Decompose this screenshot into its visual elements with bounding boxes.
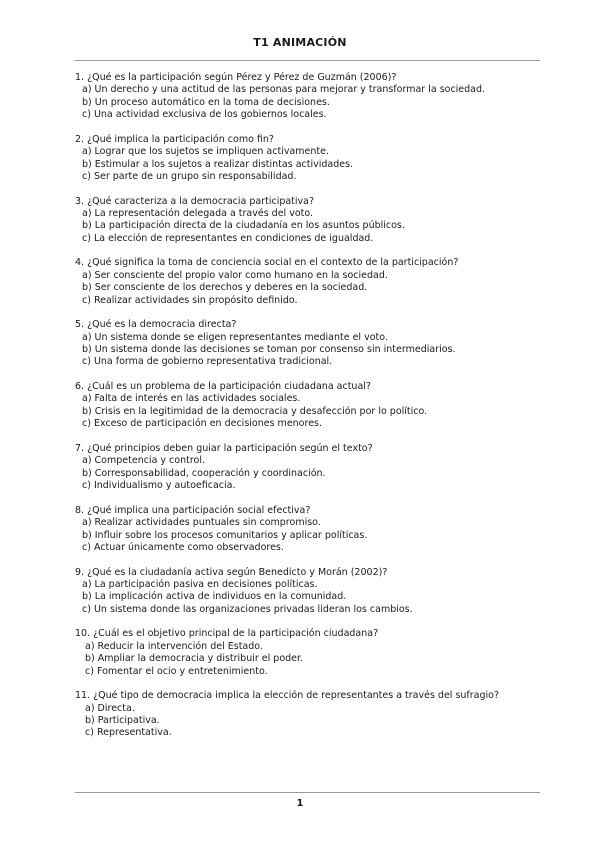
question-stem: 1. ¿Qué es la participación según Pérez y Pérez de Guzmán (2006)? <box>75 72 397 83</box>
answer-option-b: b) La participación directa de la ciudadanía en los asuntos públicos. <box>82 220 405 232</box>
answer-option-c: c) Una actividad exclusiva de los gobiernos locales. <box>82 109 327 121</box>
answer-option-b: b) La implicación activa de individuos en la comunidad. <box>82 591 347 603</box>
answer-option-b: b) Influir sobre los procesos comunitarios y aplicar políticas. <box>82 529 368 541</box>
question-stem: 2. ¿Qué implica la participación como fin? <box>75 133 274 145</box>
answer-option-a: a) La representación delegada a través del voto. <box>82 208 314 220</box>
question-item <box>75 567 545 617</box>
footer-divider <box>75 792 540 793</box>
question-stem: 7. ¿Qué principios deben guiar la participación según el texto? <box>75 442 373 454</box>
answer-option-a: a) Falta de interés en las actividades sociales. <box>82 393 301 405</box>
answer-option-a: a) Directa. <box>85 702 135 714</box>
question-item <box>75 319 545 369</box>
question-item <box>75 628 545 678</box>
answer-option-c: c) Exceso de participación en decisiones menores. <box>82 418 323 430</box>
answer-option-a: a) Realizar actividades puntuales sin compromiso. <box>82 517 321 529</box>
answer-option-a: a) La participación pasiva en decisiones políticas. <box>82 578 318 590</box>
question-stem: 8. ¿Qué implica una participación social efectiva? <box>75 504 311 516</box>
answer-option-c: c) Una forma de gobierno representativa tradicional. <box>82 356 333 368</box>
answer-option-a: a) Un sistema donde se eligen representantes mediante el voto. <box>82 331 388 343</box>
answer-option-b: b) Ampliar la democracia y distribuir el poder. <box>85 653 304 665</box>
question-stem: 9. ¿Qué es la ciudadanía activa según Benedicto y Morán (2002)? <box>75 566 388 578</box>
page-number: 1 <box>296 798 304 809</box>
question-stem: 4. ¿Qué significa la toma de conciencia social en el contexto de la participación? <box>75 257 459 269</box>
answer-option-a: a) Un derecho y una actitud de las personas para mejorar y transformar la sociedad. <box>82 84 486 96</box>
question-stem: 6. ¿Cuál es un problema de la participación ciudadana actual? <box>75 381 371 393</box>
question-stem: 11. ¿Qué tipo de democracia implica la elección de representantes a través del sufragio? <box>75 690 500 702</box>
answer-option-c: c) Actuar únicamente como observadores. <box>82 541 284 553</box>
question-stem: 10. ¿Cuál es el objetivo principal de la participación ciudadana? <box>75 628 379 640</box>
page-title: T1 ANIMACIÓN <box>253 36 347 49</box>
answer-option-b: b) Ser consciente de los derechos y deberes en la sociedad. <box>82 282 368 294</box>
answer-option-c: c) Ser parte de un grupo sin responsabilidad. <box>82 171 297 183</box>
answer-option-b: b) Estimular a los sujetos a realizar distintas actividades. <box>82 158 354 170</box>
answer-option-a: a) Ser consciente del propio valor como humano en la sociedad. <box>82 269 388 281</box>
question-stem: 5. ¿Qué es la democracia directa? <box>75 319 237 331</box>
question-item <box>75 690 545 740</box>
answer-option-b: b) Corresponsabilidad, cooperación y coordinación. <box>82 467 326 479</box>
question-item <box>75 257 545 307</box>
question-stem: 3. ¿Qué caracteriza a la democracia participativa? <box>75 195 315 207</box>
answer-option-c: c) Individualismo y autoeficacia. <box>82 480 236 492</box>
answer-option-b: b) Participativa. <box>85 714 160 726</box>
question-item <box>75 196 545 246</box>
answer-option-b: b) Un sistema donde las decisiones se toman por consenso sin intermediarios. <box>82 344 456 356</box>
question-item <box>75 72 545 122</box>
question-item <box>75 505 545 555</box>
answer-option-b: b) Crisis en la legitimidad de la democracia y desafección por lo político. <box>82 405 428 417</box>
answer-option-c: c) Representativa. <box>85 727 172 739</box>
answer-option-a: a) Competencia y control. <box>82 455 206 467</box>
answer-option-c: c) Un sistema donde las organizaciones privadas lideran los cambios. <box>82 603 413 615</box>
answer-option-a: a) Lograr que los sujetos se impliquen activamente. <box>82 146 329 158</box>
answer-option-a: a) Reducir la intervención del Estado. <box>85 640 263 652</box>
answer-option-c: c) La elección de representantes en condiciones de igualdad. <box>82 232 374 244</box>
question-item <box>75 381 545 431</box>
question-item <box>75 443 545 493</box>
answer-option-c: c) Realizar actividades sin propósito definido. <box>82 294 298 306</box>
answer-option-c: c) Fomentar el ocio y entretenimiento. <box>85 665 268 677</box>
answer-option-b: b) Un proceso automático en la toma de decisiones. <box>82 96 330 108</box>
question-list <box>75 72 545 752</box>
header-divider <box>75 60 540 61</box>
question-item <box>75 134 545 184</box>
